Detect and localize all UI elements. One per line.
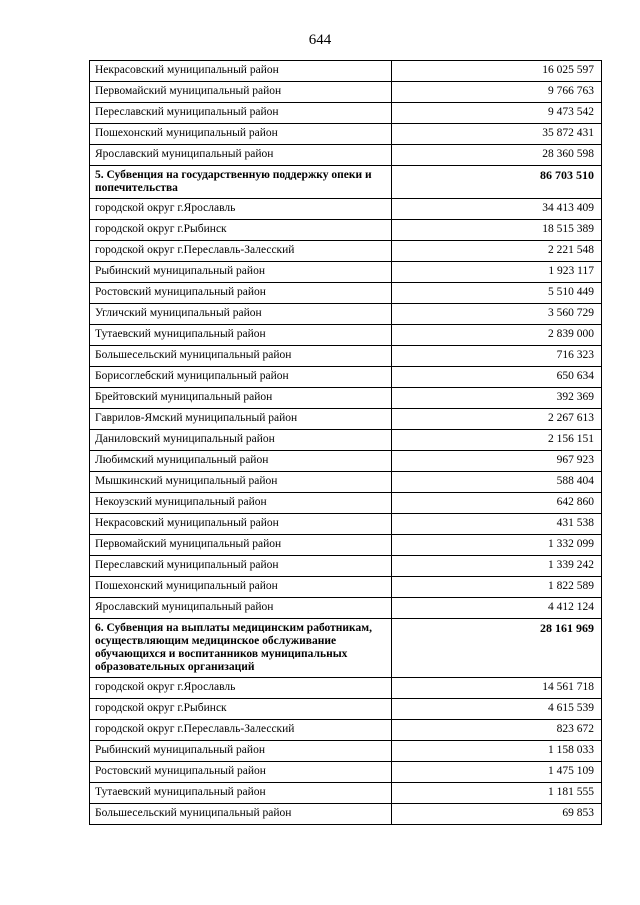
amount-value: 2 156 151	[392, 430, 602, 451]
district-name: городской округ г.Переславль-Залесский	[90, 720, 392, 741]
section-title: 6. Субвенция на выплаты медицинским работникам, осуществляющим медицинское обслуживание обучающихся и воспитанников муниципальных образовательных организаций	[90, 619, 392, 678]
district-name: Тутаевский муниципальный район	[90, 783, 392, 804]
district-name: Первомайский муниципальный район	[90, 535, 392, 556]
district-name: Рыбинский муниципальный район	[90, 262, 392, 283]
amount-value: 1 923 117	[392, 262, 602, 283]
section-row	[90, 619, 602, 678]
amount-value: 69 853	[392, 804, 602, 825]
table-row	[90, 220, 602, 241]
table-row	[90, 514, 602, 535]
table-row	[90, 124, 602, 145]
amount-value: 1 822 589	[392, 577, 602, 598]
table-row	[90, 103, 602, 124]
district-name: Брейтовский муниципальный район	[90, 388, 392, 409]
amount-value: 1 332 099	[392, 535, 602, 556]
table-row	[90, 741, 602, 762]
amount-value: 5 510 449	[392, 283, 602, 304]
district-name: Большесельский муниципальный район	[90, 346, 392, 367]
amount-value: 823 672	[392, 720, 602, 741]
amount-value: 16 025 597	[392, 61, 602, 82]
table-row	[90, 699, 602, 720]
district-name: Угличский муниципальный район	[90, 304, 392, 325]
table-row	[90, 598, 602, 619]
amount-value: 2 839 000	[392, 325, 602, 346]
table-row	[90, 535, 602, 556]
table-row	[90, 556, 602, 577]
district-name: Даниловский муниципальный район	[90, 430, 392, 451]
district-name: Первомайский муниципальный район	[90, 82, 392, 103]
table-row	[90, 409, 602, 430]
amount-value: 431 538	[392, 514, 602, 535]
district-name: Ростовский муниципальный район	[90, 762, 392, 783]
table-row	[90, 783, 602, 804]
district-name: городской округ г.Ярославль	[90, 678, 392, 699]
table-row	[90, 577, 602, 598]
district-name: городской округ г.Ярославль	[90, 199, 392, 220]
table-row	[90, 145, 602, 166]
amount-value: 1 158 033	[392, 741, 602, 762]
amount-value: 967 923	[392, 451, 602, 472]
amount-value: 9 473 542	[392, 103, 602, 124]
table-row	[90, 283, 602, 304]
amount-value: 34 413 409	[392, 199, 602, 220]
table-row	[90, 388, 602, 409]
table-row	[90, 804, 602, 825]
amount-value: 3 560 729	[392, 304, 602, 325]
district-name: Рыбинский муниципальный район	[90, 741, 392, 762]
district-name: Переславский муниципальный район	[90, 103, 392, 124]
section-title: 5. Субвенция на государственную поддержку опеки и попечительства	[90, 166, 392, 199]
table-row	[90, 367, 602, 388]
amount-value: 1 339 242	[392, 556, 602, 577]
table-row	[90, 262, 602, 283]
table-row	[90, 472, 602, 493]
table-row	[90, 430, 602, 451]
table-row	[90, 325, 602, 346]
district-name: Некоузский муниципальный район	[90, 493, 392, 514]
section-total: 86 703 510	[392, 166, 602, 199]
amount-value: 4 412 124	[392, 598, 602, 619]
district-name: Ярославский муниципальный район	[90, 145, 392, 166]
table-row	[90, 451, 602, 472]
district-name: Гаврилов-Ямский муниципальный район	[90, 409, 392, 430]
amount-value: 1 181 555	[392, 783, 602, 804]
amount-value: 650 634	[392, 367, 602, 388]
section-total: 28 161 969	[392, 619, 602, 678]
district-name: Пошехонский муниципальный район	[90, 577, 392, 598]
table-row	[90, 61, 602, 82]
budget-table	[89, 60, 602, 825]
amount-value: 2 267 613	[392, 409, 602, 430]
district-name: Большесельский муниципальный район	[90, 804, 392, 825]
district-name: Ростовский муниципальный район	[90, 283, 392, 304]
amount-value: 716 323	[392, 346, 602, 367]
amount-value: 392 369	[392, 388, 602, 409]
amount-value: 4 615 539	[392, 699, 602, 720]
table-row	[90, 762, 602, 783]
table-row	[90, 241, 602, 262]
table-row	[90, 346, 602, 367]
table-row	[90, 678, 602, 699]
table-row	[90, 720, 602, 741]
district-name: Переславский муниципальный район	[90, 556, 392, 577]
district-name: Борисоглебский муниципальный район	[90, 367, 392, 388]
district-name: Некрасовский муниципальный район	[90, 61, 392, 82]
district-name: Мышкинский муниципальный район	[90, 472, 392, 493]
district-name: Тутаевский муниципальный район	[90, 325, 392, 346]
district-name: городской округ г.Рыбинск	[90, 220, 392, 241]
amount-value: 1 475 109	[392, 762, 602, 783]
amount-value: 2 221 548	[392, 241, 602, 262]
amount-value: 18 515 389	[392, 220, 602, 241]
page-number: 644	[308, 32, 332, 48]
amount-value: 35 872 431	[392, 124, 602, 145]
district-name: городской округ г.Переславль-Залесский	[90, 241, 392, 262]
amount-value: 28 360 598	[392, 145, 602, 166]
table-row	[90, 199, 602, 220]
table-row	[90, 493, 602, 514]
amount-value: 14 561 718	[392, 678, 602, 699]
amount-value: 588 404	[392, 472, 602, 493]
amount-value: 9 766 763	[392, 82, 602, 103]
table-row	[90, 82, 602, 103]
district-name: Пошехонский муниципальный район	[90, 124, 392, 145]
district-name: Любимский муниципальный район	[90, 451, 392, 472]
budget-table-body	[90, 61, 602, 825]
district-name: городской округ г.Рыбинск	[90, 699, 392, 720]
amount-value: 642 860	[392, 493, 602, 514]
district-name: Ярославский муниципальный район	[90, 598, 392, 619]
table-row	[90, 304, 602, 325]
district-name: Некрасовский муниципальный район	[90, 514, 392, 535]
section-row	[90, 166, 602, 199]
